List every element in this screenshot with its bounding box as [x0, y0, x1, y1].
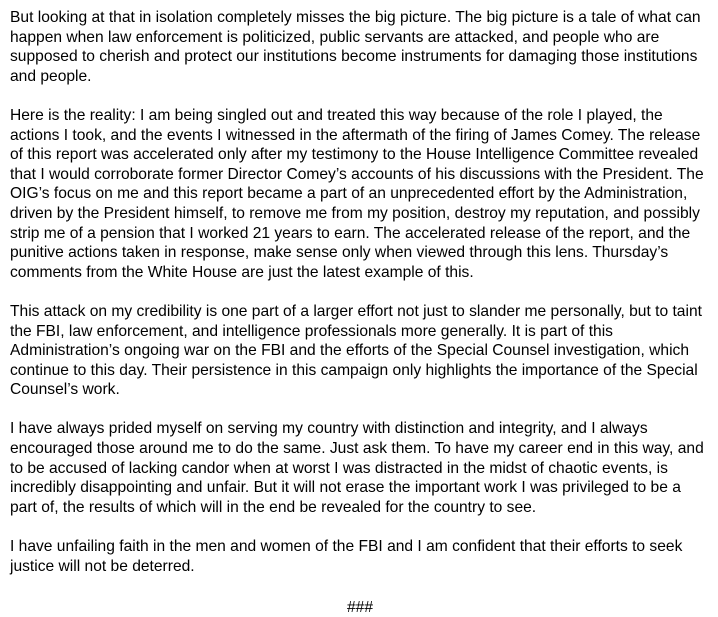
statement-document: [10, 8, 710, 617]
paragraph-big-picture: But looking at that in isolation completely misses the big picture. The big picture is a tale of what can happen when law enforcement is politicized, public servants are attacked, and people who are supposed to cherish and protect our institutions become instruments for damaging those institutions and people.: [10, 9, 701, 85]
paragraph-reality: Here is the reality: I am being singled out and treated this way because of the role I played, the actions I took, and the events I witnessed in the aftermath of the firing of James Comey. The release of this report was accelerated only after my testimony to the House Intelligence Committee revealed that I would corroborate former Director Comey’s accounts of his discussions with the President. The OIG’s focus on me and this report became a part of an unprecedented effort by the Administration, driven by the President himself, to remove me from my position, destroy my reputation, and possibly strip me of a pension that I worked 21 years to earn. The accelerated release of the report, and the punitive actions taken in response, make sense only when viewed through this lens. Thursday’s comments from the White House are just the latest example of this.: [10, 106, 704, 281]
end-of-statement-mark: ###: [346, 598, 374, 616]
paragraph-credibility-attack: This attack on my credibility is one part of a larger effort not just to slander me personally, but to taint the FBI, law enforcement, and intelligence professionals more generally. It is part of this Administration’s ongoing war on the FBI and the efforts of the Special Counsel investigation, which continue to this day. Their persistence in this campaign only highlights the importance of the Special Counsel’s work.: [10, 302, 702, 399]
paragraph-career: I have always prided myself on serving my country with distinction and integrity, and I always encouraged those around me to do the same. Just ask them. To have my career end in this way, and to be accused of lacking candor when at worst I was distracted in the midst of chaotic events, is incredibly disappointing and unfair. But it will not erase the important work I was privileged to be a part of, the results of which will in the end be revealed for the country to see.: [10, 420, 704, 516]
paragraph-faith-in-fbi: I have unfailing faith in the men and women of the FBI and I am confident that their efforts to seek justice will not be deterred.: [10, 538, 683, 575]
